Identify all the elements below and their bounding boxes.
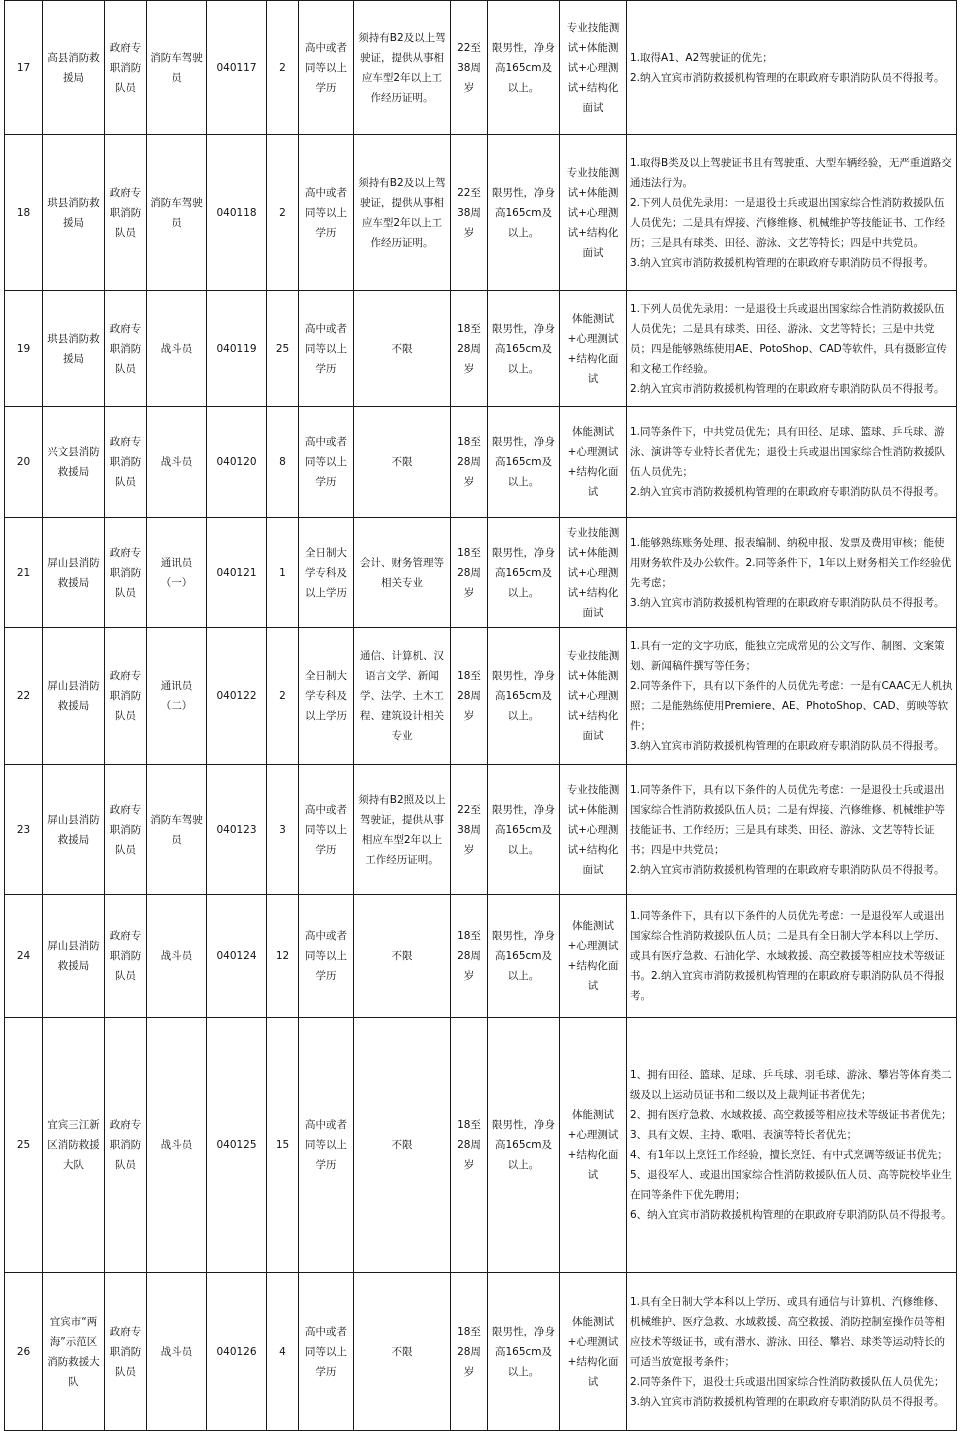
note-line: 3.纳入宜宾市消防救援机构管理的在职政府专职消防队员不得报考。 <box>630 1395 945 1408</box>
position-category: 政府专职消防队员 <box>105 518 147 628</box>
gender-height: 限男性，净身高165cm及以上。 <box>488 765 560 895</box>
education: 高中或者同等以上学历 <box>299 765 354 895</box>
unit-name: 高县消防救援局 <box>43 1 105 135</box>
education: 全日制大学专科及以上学历 <box>299 518 354 628</box>
notes-cell <box>627 135 957 291</box>
note-line: 5、退役军人、或退出国家综合性消防救援队伍人员、高等院校毕业生在同等条件下优先聘用； <box>630 1169 952 1201</box>
education: 全日制大学专科及以上学历 <box>299 628 354 765</box>
exam-method: 专业技能测试+体能测试+心理测试+结构化面试 <box>560 135 627 291</box>
gender-height: 限男性，净身高165cm及以上。 <box>488 628 560 765</box>
note-line: 1.同等条件下，中共党员优先；具有田径、足球、篮球、乒乓球、游泳、演讲等专业特长者优先；退役士兵或退出国家综合性消防救援队伍人员优先； <box>630 426 945 478</box>
position-category: 政府专职消防队员 <box>105 1018 147 1273</box>
age-range: 18至28周岁 <box>451 895 488 1018</box>
table-row <box>5 518 957 628</box>
position-name: 通讯员（二） <box>147 628 207 765</box>
hire-count: 1 <box>267 518 299 628</box>
hire-count: 3 <box>267 765 299 895</box>
age-range: 22至38周岁 <box>451 765 488 895</box>
notes-cell <box>627 407 957 518</box>
hire-count: 12 <box>267 895 299 1018</box>
row-number: 19 <box>5 291 43 407</box>
note-line: 1.取得B类及以上驾驶证书且有驾驶重、大型车辆经验，无严重道路交通违法行为。 <box>630 156 952 189</box>
position-code: 040126 <box>207 1273 267 1431</box>
table-row <box>5 895 957 1018</box>
position-name: 战斗员 <box>147 291 207 407</box>
gender-height: 限男性，净身高165cm及以上。 <box>488 895 560 1018</box>
gender-height: 限男性，净身高165cm及以上。 <box>488 1018 560 1273</box>
note-line: 2.同等条件下，具有以下条件的人员优先考虑：一是有CAAC无人机执照；二是能熟练使用Premiere、AE、PhotoShop、CAD、剪映等软件； <box>630 680 953 732</box>
notes-cell <box>627 1273 957 1431</box>
position-category: 政府专职消防队员 <box>105 1 147 135</box>
age-range: 18至28周岁 <box>451 518 488 628</box>
note-line: 1.同等条件下，具有以下条件的人员优先考虑：一是退役军人或退出国家综合性消防救援队伍人员；二是具有全日制大学本科以上学历、或具有医疗急救、石油化学、水域救援、高空救援等相应技术等级证书。2.纳入宜宾市消防救援机构管理的在职政府专职消防队员不得报考。 <box>630 910 945 1002</box>
exam-method: 体能测试+心理测试+结构化面试 <box>560 291 627 407</box>
unit-name: 珙县消防救援局 <box>43 291 105 407</box>
age-range: 18至28周岁 <box>451 1018 488 1273</box>
education: 高中或者同等以上学历 <box>299 135 354 291</box>
note-line: 2.下列人员优先录用：一是退役士兵或退出国家综合性消防救援队伍人员优先；二是具有焊接、汽修维修、机械维护等技能证书、工作经历；三是具有球类、田径、游泳、文艺等特长；四是中共党员。 <box>630 196 945 249</box>
requirement: 须持有B2照及以上驾驶证，提供从事相应车型2年以上工作经历证明。 <box>354 765 451 895</box>
position-code: 040121 <box>207 518 267 628</box>
requirement: 会计、财务管理等相关专业 <box>354 518 451 628</box>
education: 高中或者同等以上学历 <box>299 1018 354 1273</box>
row-number: 24 <box>5 895 43 1018</box>
education: 高中或者同等以上学历 <box>299 1 354 135</box>
position-code: 040122 <box>207 628 267 765</box>
position-code: 040124 <box>207 895 267 1018</box>
gender-height: 限男性，净身高165cm及以上。 <box>488 1 560 135</box>
position-code: 040119 <box>207 291 267 407</box>
position-name: 战斗员 <box>147 1273 207 1431</box>
notes-cell <box>627 291 957 407</box>
education: 高中或者同等以上学历 <box>299 895 354 1018</box>
exam-method: 体能测试+心理测试+结构化面试 <box>560 1273 627 1431</box>
recruitment-table <box>4 0 957 1431</box>
row-number: 17 <box>5 1 43 135</box>
position-code: 040120 <box>207 407 267 518</box>
row-number: 25 <box>5 1018 43 1273</box>
gender-height: 限男性，净身高165cm及以上。 <box>488 518 560 628</box>
requirement: 通信、计算机、汉语言文学、新闻学、法学、土木工程、建筑设计相关专业 <box>354 628 451 765</box>
notes-cell <box>627 1 957 135</box>
row-number: 22 <box>5 628 43 765</box>
row-number: 21 <box>5 518 43 628</box>
table-row <box>5 135 957 291</box>
education: 高中或者同等以上学历 <box>299 1273 354 1431</box>
position-name: 消防车驾驶员 <box>147 1 207 135</box>
position-category: 政府专职消防队员 <box>105 291 147 407</box>
requirement: 须持有B2及以上驾驶证，提供从事相应车型2年以上工作经历证明。 <box>354 1 451 135</box>
note-line: 2.纳入宜宾市消防救援机构管理的在职政府专职消防队员不得报考。 <box>630 486 945 498</box>
unit-name: 屏山县消防救援局 <box>43 628 105 765</box>
exam-method: 体能测试+心理测试+结构化面试 <box>560 1018 627 1273</box>
position-code: 040123 <box>207 765 267 895</box>
exam-method: 体能测试+心理测试+结构化面试 <box>560 407 627 518</box>
table-row <box>5 1018 957 1273</box>
exam-method: 专业技能测试+体能测试+心理测试+结构化面试 <box>560 518 627 628</box>
position-name: 战斗员 <box>147 407 207 518</box>
position-category: 政府专职消防队员 <box>105 895 147 1018</box>
table-row <box>5 291 957 407</box>
note-line: 1.具有一定的文字功底，能独立完成常见的公文写作、制图、文案策划、新闻稿件撰写等任务； <box>630 640 945 672</box>
hire-count: 25 <box>267 291 299 407</box>
position-name: 战斗员 <box>147 1018 207 1273</box>
requirement: 不限 <box>354 407 451 518</box>
position-name: 消防车驾驶员 <box>147 765 207 895</box>
note-line: 1、拥有田径、篮球、足球、乒乓球、羽毛球、游泳、攀岩等体育类二级及以上运动员证书和二级以及上裁判证书者优先； <box>630 1069 952 1101</box>
note-line: 6、纳入宜宾市消防救援机构管理的在职政府专职消防队员不得报考。 <box>630 1209 952 1221</box>
note-line: 3.纳入宜宾市消防救援机构管理的在职政府专职消防队员不得报考。 <box>630 740 945 752</box>
age-range: 22至38周岁 <box>451 135 488 291</box>
position-code: 040125 <box>207 1018 267 1273</box>
note-line: 2.纳入宜宾市消防救援机构管理的在职政府专职消防队员不得报考。 <box>630 863 945 876</box>
unit-name: 屏山县消防救援局 <box>43 895 105 1018</box>
requirement: 不限 <box>354 1273 451 1431</box>
requirement: 不限 <box>354 895 451 1018</box>
note-line: 3.纳入宜宾市消防救援机构管理的在职政府专职消防员不得报考。 <box>630 256 935 269</box>
note-line: 4、有1年以上烹饪工作经验，擅长烹饪、有中式烹调等级证书优先； <box>630 1149 948 1161</box>
age-range: 22至38周岁 <box>451 1 488 135</box>
note-line: 1.同等条件下，具有以下条件的人员优先考虑：一是退役士兵或退出国家综合性消防救援队伍人员；二是有焊接、汽修维修、机械维护等技能证书、工作经历；三是具有球类、田径、游泳、文艺等特长证书；四是中共党员； <box>630 783 945 856</box>
hire-count: 2 <box>267 1 299 135</box>
table-row <box>5 628 957 765</box>
position-category: 政府专职消防队员 <box>105 765 147 895</box>
note-line: 3.纳入宜宾市消防救援机构管理的在职政府专职消防队员不得报考。 <box>630 596 945 609</box>
note-line: 1.能够熟练账务处理、报表编制、纳税申报、发票及费用审核；能使用财务软件及办公软件。2.同等条件下，1年以上财务相关工作经验优先考虑； <box>630 536 952 589</box>
row-number: 26 <box>5 1273 43 1431</box>
unit-name: 宜宾市“两海”示范区消防救援大队 <box>43 1273 105 1431</box>
unit-name: 兴文县消防救援局 <box>43 407 105 518</box>
gender-height: 限男性，净身高165cm及以上。 <box>488 291 560 407</box>
unit-name: 宜宾三江新区消防救援大队 <box>43 1018 105 1273</box>
row-number: 20 <box>5 407 43 518</box>
requirement: 不限 <box>354 291 451 407</box>
note-line: 1.下列人员优先录用：一是退役士兵或退出国家综合性消防救援队伍人员优先；二是具有球类、田径、游泳、文艺等特长；三是中共党员；四是能够熟练使用AE、PotoShop、CAD等软件，具有摄影宣传和文秘工作经验。 <box>630 302 947 375</box>
unit-name: 珙县消防救援局 <box>43 135 105 291</box>
table-row <box>5 765 957 895</box>
education: 高中或者同等以上学历 <box>299 291 354 407</box>
notes-cell <box>627 518 957 628</box>
position-code: 040118 <box>207 135 267 291</box>
position-category: 政府专职消防队员 <box>105 628 147 765</box>
unit-name: 屏山县消防救援局 <box>43 518 105 628</box>
gender-height: 限男性，净身高165cm及以上。 <box>488 407 560 518</box>
exam-method: 专业技能测试+体能测试+心理测试+结构化面试 <box>560 1 627 135</box>
note-line: 2.纳入宜宾市消防救援机构管理的在职政府专职消防队员不得报考。 <box>630 382 945 395</box>
hire-count: 4 <box>267 1273 299 1431</box>
position-name: 战斗员 <box>147 895 207 1018</box>
table-row <box>5 1273 957 1431</box>
exam-method: 体能测试+心理测试+结构化面试 <box>560 895 627 1018</box>
age-range: 18至28周岁 <box>451 291 488 407</box>
unit-name: 屏山县消防救援局 <box>43 765 105 895</box>
note-line: 3、具有文娱、主持、歌唱、表演等特长者优先； <box>630 1129 858 1141</box>
note-line: 2.纳入宜宾市消防救援机构管理的在职政府专职消防队员不得报考。 <box>630 71 945 84</box>
exam-method: 专业技能测试+体能测试+心理测试+结构化面试 <box>560 765 627 895</box>
note-line: 1.具有全日制大学本科以上学历、或具有通信与计算机、汽修维修、机械维护、医疗急救、水域救援、高空救援、消防控制室操作员等相应技术等级证书，或有潜水、游泳、田径、攀岩、球类等运动特长的可适当放宽报考条件； <box>630 1295 945 1368</box>
requirement: 须持有B2及以上驾驶证，提供从事相应车型2年以上工作经历证明。 <box>354 135 451 291</box>
education: 高中或者同等以上学历 <box>299 407 354 518</box>
row-number: 23 <box>5 765 43 895</box>
note-line: 2.同等条件下，退役士兵或退出国家综合性消防救援队伍人员优先； <box>630 1375 945 1388</box>
notes-cell <box>627 1018 957 1273</box>
notes-cell <box>627 895 957 1018</box>
table-row <box>5 1 957 135</box>
notes-cell <box>627 628 957 765</box>
position-name: 通讯员（一） <box>147 518 207 628</box>
exam-method: 专业技能测试+体能测试+心理测试+结构化面试 <box>560 628 627 765</box>
position-category: 政府专职消防队员 <box>105 135 147 291</box>
requirement: 不限 <box>354 1018 451 1273</box>
hire-count: 2 <box>267 135 299 291</box>
position-category: 政府专职消防队员 <box>105 1273 147 1431</box>
hire-count: 2 <box>267 628 299 765</box>
hire-count: 15 <box>267 1018 299 1273</box>
age-range: 18至28周岁 <box>451 407 488 518</box>
row-number: 18 <box>5 135 43 291</box>
age-range: 18至28周岁 <box>451 1273 488 1431</box>
note-line: 1.取得A1、A2驾驶证的优先； <box>630 51 773 64</box>
age-range: 18至28周岁 <box>451 628 488 765</box>
hire-count: 8 <box>267 407 299 518</box>
notes-cell <box>627 765 957 895</box>
position-category: 政府专职消防队员 <box>105 407 147 518</box>
position-name: 消防车驾驶员 <box>147 135 207 291</box>
gender-height: 限男性，净身高165cm及以上。 <box>488 135 560 291</box>
table-row <box>5 407 957 518</box>
note-line: 2、拥有医疗急救、水域救援、高空救援等相应技术等级证书者优先； <box>630 1109 952 1121</box>
position-code: 040117 <box>207 1 267 135</box>
gender-height: 限男性，净身高165cm及以上。 <box>488 1273 560 1431</box>
